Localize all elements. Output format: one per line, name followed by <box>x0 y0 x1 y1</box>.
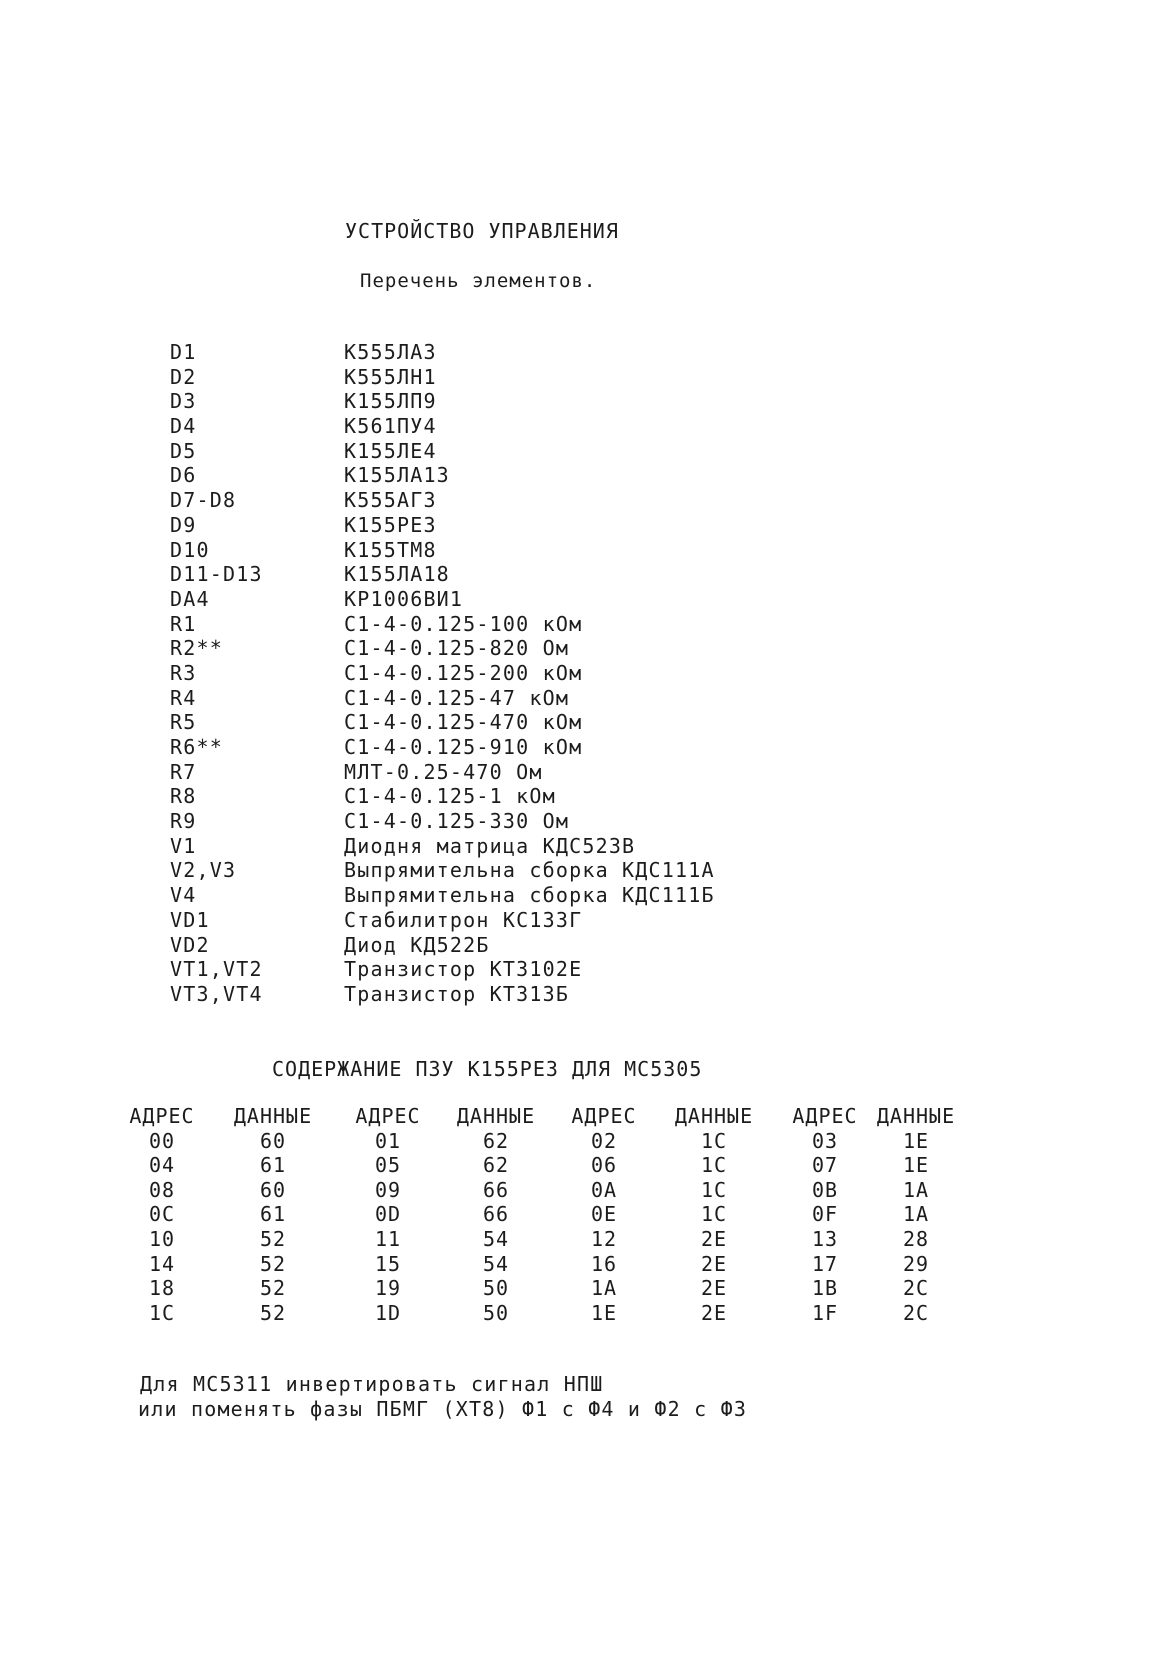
rom-address-cell: 0E <box>590 1202 618 1227</box>
rom-address-cell: 04 <box>148 1153 176 1178</box>
rom-address-cell: 0D <box>374 1202 402 1227</box>
rom-data-cell: 52 <box>259 1276 287 1301</box>
rom-data-cell: 62 <box>482 1153 510 1178</box>
rom-header-cell: ДАННЫЕ <box>233 1104 313 1128</box>
rom-data-cell: 61 <box>259 1153 287 1178</box>
rom-address-cell: 07 <box>811 1153 839 1178</box>
element-ref: R6** <box>170 735 223 759</box>
element-ref: R2** <box>170 636 223 661</box>
table-row <box>126 1252 966 1277</box>
element-ref: R5 <box>170 710 197 735</box>
element-value: К561ПУ4 <box>344 414 437 439</box>
element-row <box>170 414 810 439</box>
element-row <box>170 908 810 933</box>
rom-data-cell: 54 <box>482 1251 510 1276</box>
rom-address-cell: 05 <box>374 1153 402 1178</box>
rom-table-header-row <box>126 1104 966 1129</box>
element-value: Стабилитрон КС133Г <box>344 907 583 932</box>
element-ref: VT3,VT4 <box>170 981 263 1006</box>
element-value: К155ТМ8 <box>344 537 437 562</box>
rom-data-cell: 29 <box>902 1251 930 1276</box>
element-row <box>170 834 810 859</box>
rom-address-cell: 09 <box>374 1177 402 1202</box>
element-ref: R7 <box>170 759 197 784</box>
rom-address-cell: 17 <box>811 1251 839 1276</box>
rom-address-cell: 12 <box>590 1226 618 1251</box>
rom-data-cell: 1C <box>700 1128 728 1153</box>
element-ref: R8 <box>170 784 197 809</box>
element-row <box>170 562 810 587</box>
element-ref: R3 <box>170 660 197 685</box>
rom-address-cell: 0F <box>811 1202 839 1227</box>
element-value: С1-4-0.125-820 Ом <box>344 636 570 661</box>
rom-header-cell: АДРЕС <box>571 1104 637 1128</box>
element-value: С1-4-0.125-910 кОм <box>344 735 583 759</box>
rom-data-cell: 2C <box>902 1300 930 1325</box>
element-row <box>170 439 810 464</box>
table-row <box>126 1301 966 1326</box>
element-value: КР1006ВИ1 <box>344 586 464 611</box>
element-ref: R9 <box>170 809 197 834</box>
rom-data-cell: 50 <box>482 1276 510 1301</box>
rom-data-cell: 52 <box>259 1300 287 1325</box>
rom-table-title: СОДЕРЖАНИЕ ПЗУ К155РЕ3 ДЛЯ МС5305 <box>272 1057 703 1081</box>
element-value: МЛТ-0.25-470 Ом <box>344 759 543 784</box>
rom-address-cell: 01 <box>374 1128 402 1153</box>
rom-data-cell: 1C <box>700 1177 728 1202</box>
note-line-1: Для МС5311 инвертировать сигнал НПШ <box>140 1372 604 1396</box>
rom-address-cell: 11 <box>374 1226 402 1251</box>
rom-address-cell: 0A <box>590 1177 618 1202</box>
element-row <box>170 957 810 982</box>
element-ref: D5 <box>170 438 197 463</box>
element-ref: R1 <box>170 611 197 636</box>
element-ref: D7-D8 <box>170 488 237 513</box>
rom-address-cell: 16 <box>590 1251 618 1276</box>
element-value: К555ЛН1 <box>344 364 437 389</box>
element-ref: V1 <box>170 833 197 858</box>
rom-data-cell: 52 <box>259 1226 287 1251</box>
rom-address-cell: 00 <box>148 1128 176 1153</box>
rom-data-cell: 66 <box>482 1202 510 1227</box>
element-value: К155РЕ3 <box>344 512 437 537</box>
rom-data-cell: 52 <box>259 1251 287 1276</box>
rom-address-cell: 0B <box>811 1177 839 1202</box>
element-ref: D9 <box>170 512 197 537</box>
rom-header-cell: АДРЕС <box>355 1104 421 1128</box>
rom-address-cell: 1B <box>811 1276 839 1301</box>
rom-address-cell: 19 <box>374 1276 402 1301</box>
rom-data-cell: 61 <box>259 1202 287 1227</box>
element-row <box>170 463 810 488</box>
rom-address-cell: 15 <box>374 1251 402 1276</box>
rom-address-cell: 1A <box>590 1276 618 1301</box>
element-ref: V2,V3 <box>170 858 237 883</box>
element-ref: VT1,VT2 <box>170 957 263 982</box>
element-value: К155ЛА13 <box>344 463 450 488</box>
rom-address-cell: 1F <box>811 1300 839 1325</box>
rom-data-cell: 50 <box>482 1300 510 1325</box>
element-value: К555ЛА3 <box>344 340 437 364</box>
element-value: Транзистор КТ3102Е <box>344 957 583 982</box>
element-list <box>170 340 810 1007</box>
element-ref: D2 <box>170 364 197 389</box>
rom-data-cell: 1E <box>902 1153 930 1178</box>
rom-address-cell: 08 <box>148 1177 176 1202</box>
element-ref: D3 <box>170 389 197 414</box>
rom-data-cell: 1C <box>700 1153 728 1178</box>
rom-address-cell: 18 <box>148 1276 176 1301</box>
element-row <box>170 538 810 563</box>
table-row <box>126 1276 966 1301</box>
element-ref: R4 <box>170 685 197 710</box>
element-row <box>170 340 810 365</box>
rom-address-cell: 13 <box>811 1226 839 1251</box>
element-row <box>170 735 810 760</box>
rom-data-cell: 2E <box>700 1276 728 1301</box>
rom-table-body <box>126 1129 966 1326</box>
element-row <box>170 982 810 1007</box>
rom-address-cell: 06 <box>590 1153 618 1178</box>
rom-header-cell: АДРЕС <box>792 1104 858 1128</box>
element-row <box>170 612 810 637</box>
rom-data-cell: 54 <box>482 1226 510 1251</box>
rom-header-cell: АДРЕС <box>129 1104 195 1128</box>
element-row <box>170 933 810 958</box>
element-row <box>170 365 810 390</box>
element-value: С1-4-0.125-100 кОм <box>344 611 583 636</box>
element-row <box>170 636 810 661</box>
document-title: УСТРОЙСТВО УПРАВЛЕНИЯ <box>345 219 619 243</box>
element-ref: D4 <box>170 414 197 439</box>
element-row <box>170 686 810 711</box>
element-ref: DA4 <box>170 586 210 611</box>
table-row <box>126 1178 966 1203</box>
element-value: К155ЛА18 <box>344 562 450 587</box>
element-value: Диод КД522Б <box>344 932 490 957</box>
element-ref: D1 <box>170 340 197 364</box>
rom-data-cell: 2C <box>902 1276 930 1301</box>
rom-data-cell: 60 <box>259 1177 287 1202</box>
rom-data-cell: 1A <box>902 1177 930 1202</box>
element-row <box>170 809 810 834</box>
element-ref: D10 <box>170 537 210 562</box>
element-value: С1-4-0.125-47 кОм <box>344 685 570 710</box>
element-row <box>170 784 810 809</box>
note-line-2: или поменять фазы ПБМГ (ХТ8) Ф1 с Ф4 и Ф2 с Ф3 <box>138 1397 748 1421</box>
element-ref: VD1 <box>170 907 210 932</box>
rom-address-cell: 03 <box>811 1128 839 1153</box>
rom-header-cell: ДАННЫЕ <box>456 1104 536 1128</box>
element-value: К155ЛЕ4 <box>344 438 437 463</box>
rom-address-cell: 0C <box>148 1202 176 1227</box>
element-value: К155ЛП9 <box>344 389 437 414</box>
rom-address-cell: 14 <box>148 1251 176 1276</box>
rom-table <box>126 1104 966 1325</box>
document-subtitle: Перечень элементов. <box>360 270 597 292</box>
rom-data-cell: 1A <box>902 1202 930 1227</box>
rom-data-cell: 28 <box>902 1226 930 1251</box>
rom-data-cell: 1E <box>902 1128 930 1153</box>
rom-data-cell: 2E <box>700 1226 728 1251</box>
element-row <box>170 488 810 513</box>
element-ref: D11-D13 <box>170 562 263 587</box>
rom-address-cell: 1D <box>374 1300 402 1325</box>
element-value: Выпрямительна сборка КДС111Б <box>344 883 715 908</box>
element-row <box>170 883 810 908</box>
table-row <box>126 1202 966 1227</box>
element-value: Диодня матрица КДС523В <box>344 833 636 858</box>
element-row <box>170 710 810 735</box>
rom-address-cell: 1E <box>590 1300 618 1325</box>
element-value: К555АГ3 <box>344 488 437 513</box>
rom-header-cell: ДАННЫЕ <box>876 1104 956 1128</box>
note <box>140 1372 747 1422</box>
rom-data-cell: 60 <box>259 1128 287 1153</box>
element-row <box>170 587 810 612</box>
element-row <box>170 389 810 414</box>
element-ref: VD2 <box>170 932 210 957</box>
rom-data-cell: 1C <box>700 1202 728 1227</box>
rom-address-cell: 10 <box>148 1226 176 1251</box>
rom-address-cell: 02 <box>590 1128 618 1153</box>
rom-data-cell: 62 <box>482 1128 510 1153</box>
rom-data-cell: 66 <box>482 1177 510 1202</box>
element-value: С1-4-0.125-200 кОм <box>344 660 583 685</box>
table-row <box>126 1227 966 1252</box>
element-row <box>170 760 810 785</box>
element-value: Выпрямительна сборка КДС111А <box>344 858 715 883</box>
element-value: С1-4-0.125-330 Ом <box>344 809 570 834</box>
element-ref: D6 <box>170 463 197 488</box>
element-value: С1-4-0.125-470 кОм <box>344 710 583 735</box>
element-value: Транзистор КТ313Б <box>344 981 570 1006</box>
rom-header-cell: ДАННЫЕ <box>674 1104 754 1128</box>
rom-address-cell: 1C <box>148 1300 176 1325</box>
element-value: С1-4-0.125-1 кОм <box>344 784 556 809</box>
element-ref: V4 <box>170 883 197 908</box>
element-row <box>170 661 810 686</box>
rom-data-cell: 2E <box>700 1300 728 1325</box>
table-row <box>126 1129 966 1154</box>
table-row <box>126 1153 966 1178</box>
element-row <box>170 858 810 883</box>
element-row <box>170 513 810 538</box>
rom-data-cell: 2E <box>700 1251 728 1276</box>
